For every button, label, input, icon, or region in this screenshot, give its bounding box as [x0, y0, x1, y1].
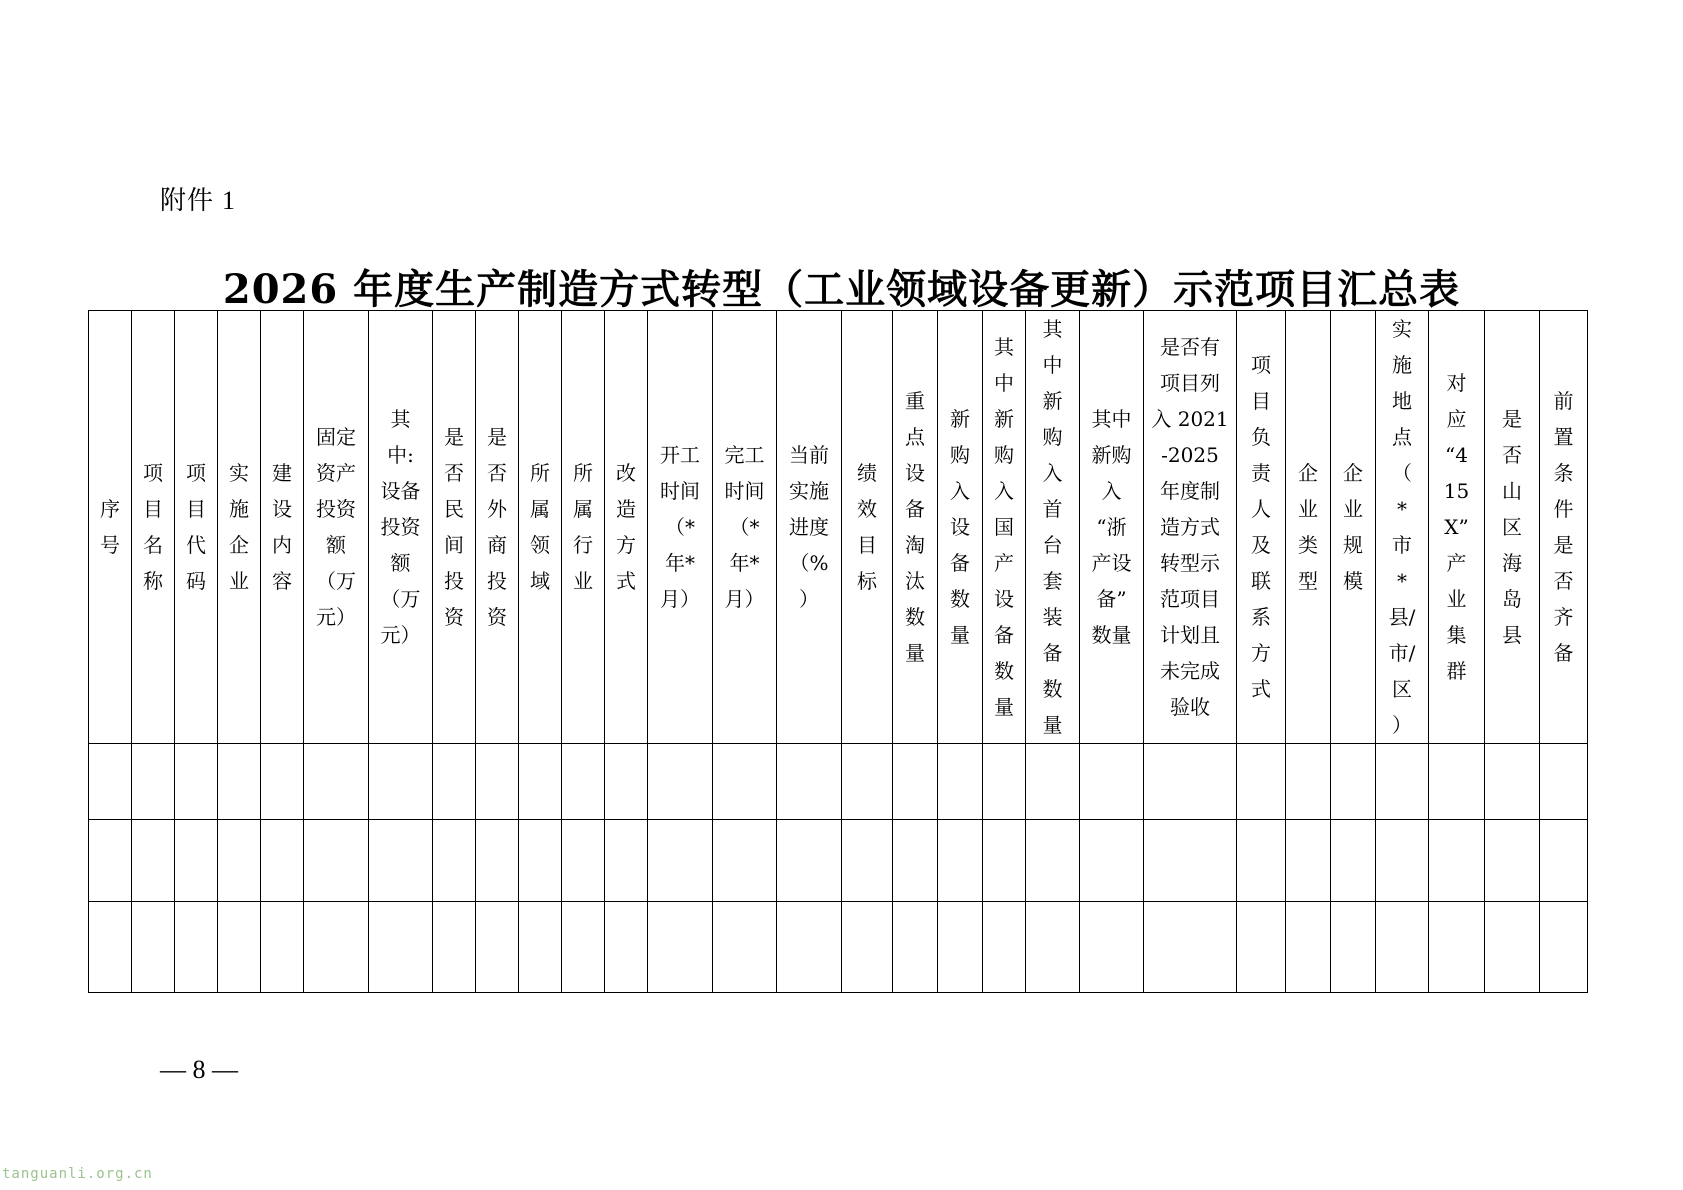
col-header-company-type: 企 业 类 型 — [1286, 311, 1331, 744]
col-header-private-investment: 是 否 民 间 投 资 — [433, 311, 476, 744]
table-header-row — [89, 311, 1588, 744]
col-header-industry: 所 属 行 业 — [562, 311, 605, 744]
col-header-preconditions: 前 置 条 件 是 否 齐 备 — [1540, 311, 1588, 744]
col-header-progress: 当前 实施 进度 （% ） — [777, 311, 842, 744]
col-header-zhejiang-equipment: 其中 新购 入 “浙 产设 备” 数量 — [1080, 311, 1144, 744]
col-header-completion-time: 完工 时间 （* 年* 月） — [713, 311, 777, 744]
summary-table — [88, 310, 1588, 993]
col-header-transformation-mode: 改 造 方 式 — [605, 311, 648, 744]
col-header-start-time: 开工 时间 （* 年* 月） — [648, 311, 713, 744]
col-header-equipment-investment: 其 中: 设备 投资 额 （万 元） — [369, 311, 433, 744]
col-header-listed-2021-2025: 是否有 项目列 入 2021 -2025 年度制 造方式 转型示 范项目 计划且 未完成 验收 — [1144, 311, 1237, 744]
col-header-cluster: 对 应 “4 15 X” 产 业 集 群 — [1429, 311, 1485, 744]
col-header-domestic-equipment: 其 中 新 购 入 国 产 设 备 数 量 — [983, 311, 1026, 744]
page-number: — 8 — — [160, 1055, 238, 1084]
table-row — [89, 902, 1588, 993]
col-header-location: 实 施 地 点 （ * 市 * 县/ 市/ 区 ） — [1376, 311, 1429, 744]
table-row — [89, 820, 1588, 902]
col-header-foreign-investment: 是 否 外 商 投 资 — [476, 311, 519, 744]
col-header-implementing-company: 实 施 企 业 — [218, 311, 261, 744]
col-header-field: 所 属 领 域 — [519, 311, 562, 744]
col-header-project-code: 项 目 代 码 — [175, 311, 218, 744]
col-header-first-set-equipment: 其 中 新 购 入 首 台 套 装 备 数 量 — [1026, 311, 1080, 744]
col-header-construction-content: 建 设 内 容 — [261, 311, 304, 744]
col-header-fixed-investment: 固定 资产 投资 额 （万 元） — [304, 311, 369, 744]
table-row — [89, 744, 1588, 820]
watermark: tanguanli.org.cn — [2, 1166, 153, 1182]
col-header-new-equipment: 新 购 入 设 备 数 量 — [938, 311, 983, 744]
col-header-mountain-island: 是 否 山 区 海 岛 县 — [1485, 311, 1540, 744]
col-header-project-name: 项 目 名 称 — [132, 311, 175, 744]
col-header-performance-target: 绩 效 目 标 — [842, 311, 893, 744]
col-header-company-scale: 企 业 规 模 — [1331, 311, 1376, 744]
document-title: 2026 年度生产制造方式转型（工业领域设备更新）示范项目汇总表 — [222, 266, 1461, 313]
col-header-seq: 序 号 — [89, 311, 132, 744]
col-header-eliminated-equipment: 重 点 设 备 淘 汰 数 量 — [893, 311, 938, 744]
col-header-contact: 项 目 负 责 人 及 联 系 方 式 — [1237, 311, 1286, 744]
attachment-label: 附件 1 — [160, 186, 237, 216]
